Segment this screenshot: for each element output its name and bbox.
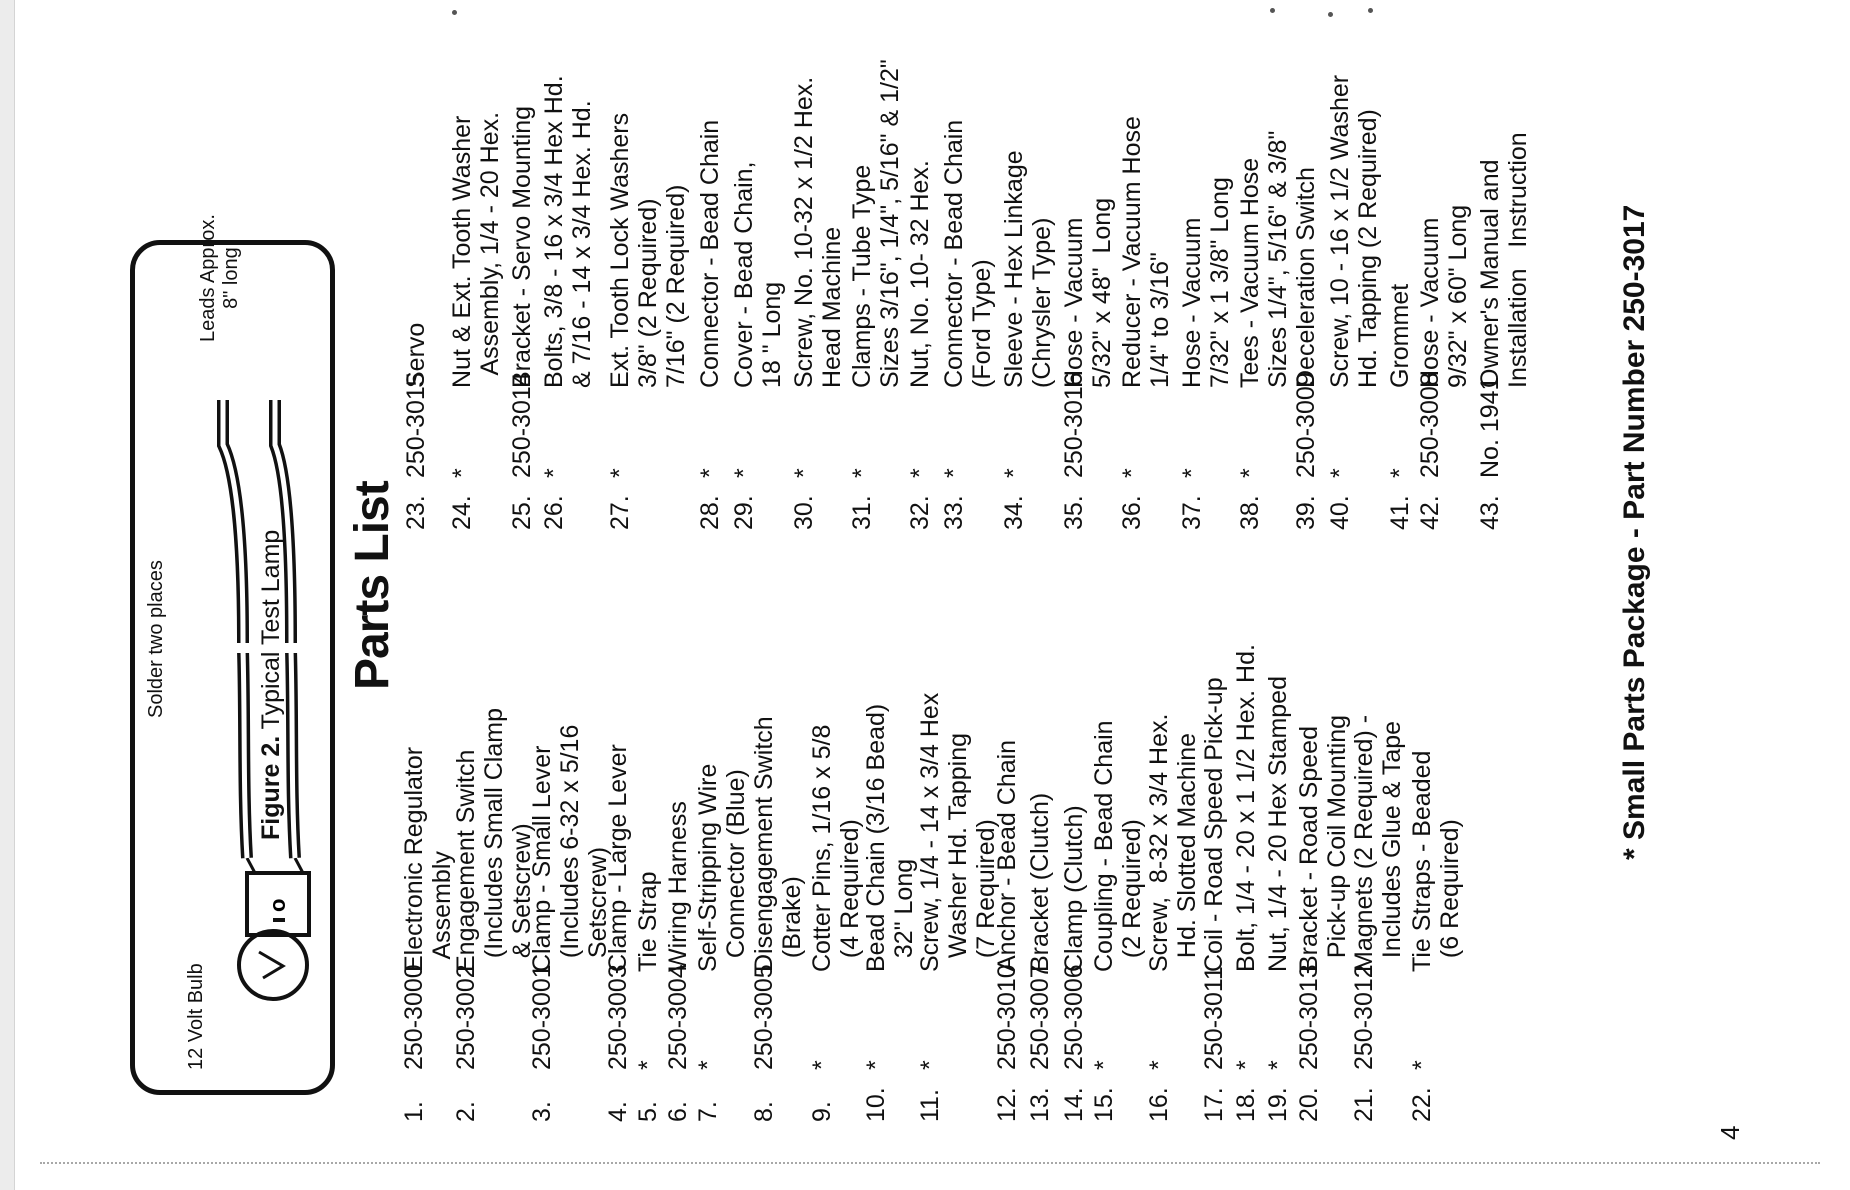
page-number: 4: [1715, 1125, 1745, 1140]
svg-text:o: o: [265, 898, 290, 912]
figure-caption: Figure 2. Typical Test Lamp: [257, 529, 285, 840]
rotated-page: o Figure 2. Typical Test Lamp 12 Volt Bulb Solder two places Leads Approx. 8" long Parts List 1. 250-3000 Electronic Regulator Assembly 2. 250-3002 Engagement Switch (Includes Small Clamp & Setscrew) 3. 250-3001 Clamp - Small Lever (Includes 6-32 x 5/16 Setscrew) 4. 250-3003 Clamp - Large Lever 5. * Tie Strap 6. 250-3004 Wiring Harness 7. * Self-Stripping Wire Connector (Blue) 8. 250-3005 Disengagement Switch (Brake) 9. * Cotter Pins, 1/16 x 5/8 (4 Required) 10. * Bead Chain (3/16 Bead) 32" Long 11. * Screw, 1/4 - 14 x 3/4 Hex Washer Hd. Tapping (7 Required) 12. 250-3010 Anchor - Bead Chain 13. 250-3007 Bracket (Clutch) 14. 250-3006 Clamp (Clutch) 15. * Coupling - Bead Chain (2 Required) 16. * Screw, 8-32 x 3/4 Hex. Hd. Slotted Machine 17. 250-3011 Coil - Road Speed Pick-up 18. * Bolt, 1/4 - 20 x 1 1/2 Hex. Hd. 19. * Nut, 1/4 - 20 Hex Stamped 20. 250-3013 Bracket - Road Speed Pick-up Coil Mounting 21. 250-3012 Magnets (2 Required) - Includes Glue & Tape 22. * Tie Straps - Beaded (6 Required) 23. 250-3015 Servo 24. * Nut & Ext. Tooth Washer Assembly, 1/4 - 20 Hex. 25. 250-3014 Bracket - Servo Mounting 26. * Bolts, 3/8 - 16 x 3/4 Hex Hd. & 7/16 - 14 x 3/4 Hex. Hd. 27. * Ext. Tooth Lock Washers 3/8" (2 Required) 7/16" (2 Required) 28. * Connector - Bead Chain 29. * Cover - Bead Chain, 18 " Long 30. * Screw, No. 10-32 x 1/2 Hex. Head Machine 31. * Clamps - Tube Type Sizes 3/16", 1/4", 5/16" & 1/2" 32. * Nut, No. 10- 32 Hex. 33. * Connector - Bead Chain (Ford Type) 34. * Sleeve - Hex Linkage (Chrysler Type) 35. 250-3016 Hose - Vacuum 5/32" x 48" Long 36. * Reducer - Vacuum Hose 1/4" to 3/16" 37. * Hose - Vacuum 7/32" x 1 3/8" Long 38. * Tees - Vacuum Hose Sizes 1/4", 5/16" & 3/8" 39. 250-3009 Deceleration Switch 40. * Screw, 10 - 16 x 1/2 Washer Hd. Tapping (2 Required) 41. * Grommet 42. 250-3008 Hose - Vacuum 9/32" x 60" Long 43. No. 1941 Owner's Manual and Installation Instruction * Small Parts Package - Part Number 250-3017 4: [0, 0, 1850, 1190]
footnote: * Small Parts Package - Part Number 250-3017: [1618, 204, 1651, 860]
figure-box: [130, 214, 335, 1095]
solder-label: Solder two places: [145, 560, 167, 718]
page-title: Parts List: [346, 481, 399, 690]
bulb-label: 12 Volt Bulb: [185, 963, 207, 1070]
leads-label: Leads Approx. 8" long: [197, 214, 242, 342]
